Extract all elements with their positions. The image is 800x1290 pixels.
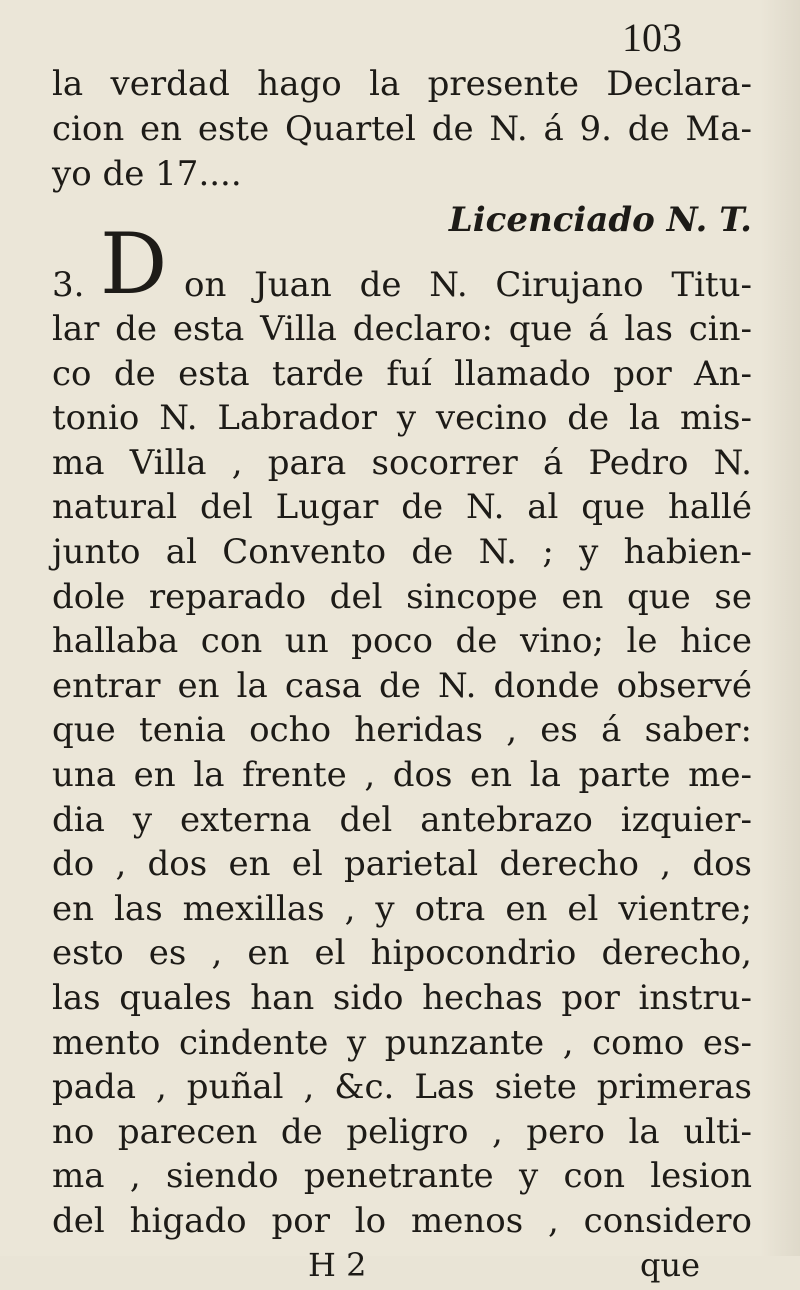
text-line: do , dos en el parietal derecho , dos [52, 844, 752, 885]
text-line: que tenia ocho heridas , es á saber: [52, 710, 752, 751]
signature: Licenciado N. T. [448, 200, 752, 240]
page-number: 103 [622, 15, 682, 60]
text-line: dole reparado del sincope en que se [52, 576, 752, 617]
text-line: hallaba con un poco de vino; le hice [52, 621, 752, 662]
text-line: esto es , en el hipocondrio derecho, [52, 933, 752, 974]
text-line: las quales han sido hechas por instru- [52, 978, 752, 1018]
text-line: en las mexillas , y otra en el vientre; [52, 888, 752, 929]
text-line: pada , puñal , &c. Las siete primeras [52, 1067, 752, 1108]
text-line: una en la frente , dos en la parte me- [52, 755, 752, 795]
text-line: mento cindente y punzante , como es- [52, 1022, 752, 1063]
text-line: la verdad hago la presente Declara- [52, 64, 752, 104]
text-line: ma , siendo penetrante y con lesion [52, 1156, 752, 1197]
text-line: ma Villa , para socorrer á Pedro N. [52, 442, 752, 483]
text-line: del higado por lo menos , considero [52, 1201, 752, 1241]
text-line: yo de 17.... [52, 154, 242, 194]
text-line: natural del Lugar de N. al que hallé [52, 487, 752, 528]
text-line: entrar en la casa de N. donde observé [52, 665, 752, 706]
text-line: dia y externa del antebrazo izquier- [52, 799, 752, 840]
text-line: cion en este Quartel de N. á 9. de Ma- [52, 109, 752, 149]
drop-cap: D [100, 215, 168, 313]
text-line: lar de esta Villa declaro: que á las cin- [52, 309, 752, 349]
catchword: que [640, 1245, 701, 1284]
signature-mark: H 2 [308, 1245, 367, 1284]
paragraph-number: 3. [52, 265, 85, 305]
text-line: co de esta tarde fuí llamado por An- [52, 353, 752, 394]
text-line [184, 263, 752, 307]
first-line-text: on Juan de N. Cirujano Titu- [184, 265, 752, 305]
text-line: tonio N. Labrador y vecino de la mis- [52, 398, 752, 439]
text-line: no parecen de peligro , pero la ulti- [52, 1111, 752, 1152]
text-line: junto al Convento de N. ; y habien- [52, 532, 752, 572]
